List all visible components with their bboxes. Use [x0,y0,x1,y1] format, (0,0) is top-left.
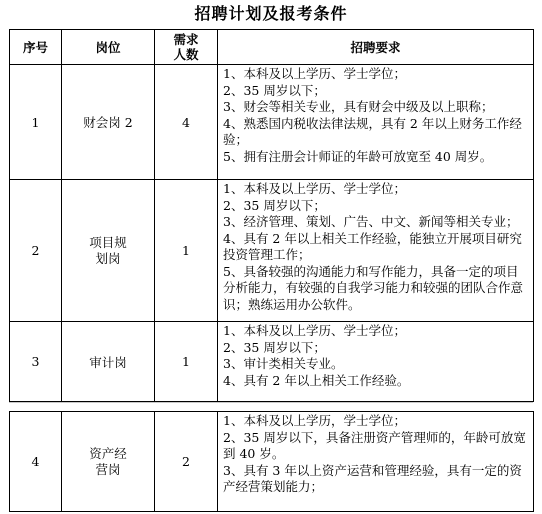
row-count: 1 [155,180,218,322]
row-index: 4 [10,412,62,512]
row-requirements [218,180,534,322]
page-title: 招聘计划及报考条件 [194,4,348,23]
row-index: 3 [10,322,62,402]
requirement-line: 3、财会等相关专业，具有财会中级及以上职称； [223,99,494,114]
row-position: 项目规划岗 [89,234,127,266]
row-requirements [218,65,534,180]
requirement-line: 5、拥有注册会计师证的年龄可放宽至 40 周岁。 [223,148,493,164]
row-count: 4 [155,65,218,180]
requirement-line: 4、熟悉国内税收法律法规，具有 2 年以上财务工作经验； [223,115,522,147]
row-requirements [218,322,534,402]
recruitment-table-continued [9,411,534,512]
row-position-cell [62,412,155,512]
requirement-line: 1、本科及以上学历、学士学位； [223,323,406,338]
row-requirements [218,412,534,512]
header-position: 岗位 [62,30,155,65]
page-break-divider [9,402,533,403]
header-count-text: 需求人数 [173,32,199,62]
table-header-row [10,30,534,65]
requirement-line: 2、35 周岁以下； [223,339,326,355]
row-position: 审计岗 [62,322,155,402]
requirement-line: 5、具备较强的沟通能力和写作能力，具备一定的项目分析能力，有较强的自我学习能力和较强的团队合作意识；熟练运用办公软件。 [223,263,524,312]
recruitment-table [9,29,534,402]
header-count [155,30,218,65]
table-row [10,180,534,322]
header-requirements: 招聘要求 [218,30,534,65]
requirement-line: 1、本科及以上学历，学士学位； [223,413,406,428]
row-position: 资产经营岗 [89,445,127,477]
requirement-line: 1、本科及以上学历、学士学位； [223,181,406,196]
requirement-line: 2、35 周岁以下； [223,197,326,213]
table-row [10,322,534,402]
table-row [10,412,534,512]
requirement-line: 3、具有 3 年以上资产运营和管理经验，具有一定的资产经营策划能力； [223,462,522,494]
requirement-line: 3、审计类相关专业。 [223,356,344,371]
row-position: 财会岗 2 [62,65,155,180]
row-position-cell [62,180,155,322]
requirement-line: 3、经济管理、策划、广告、中文、新闻等相关专业； [223,214,519,229]
requirement-line: 2、35 周岁以下，具备注册资产管理师的，年龄可放宽到 40 岁。 [223,429,526,461]
row-index: 1 [10,65,62,180]
requirement-line: 1、本科及以上学历、学士学位； [223,66,406,81]
requirement-line: 2、35 周岁以下； [223,82,326,98]
row-count: 1 [155,322,218,402]
header-index: 序号 [10,30,62,65]
table-row [10,65,534,180]
requirement-line: 4、具有 2 年以上相关工作经验，能独立开展项目研究投资管理工作； [223,230,522,262]
requirement-line: 4、具有 2 年以上相关工作经验。 [223,372,410,388]
row-count: 2 [155,412,218,512]
row-index: 2 [10,180,62,322]
